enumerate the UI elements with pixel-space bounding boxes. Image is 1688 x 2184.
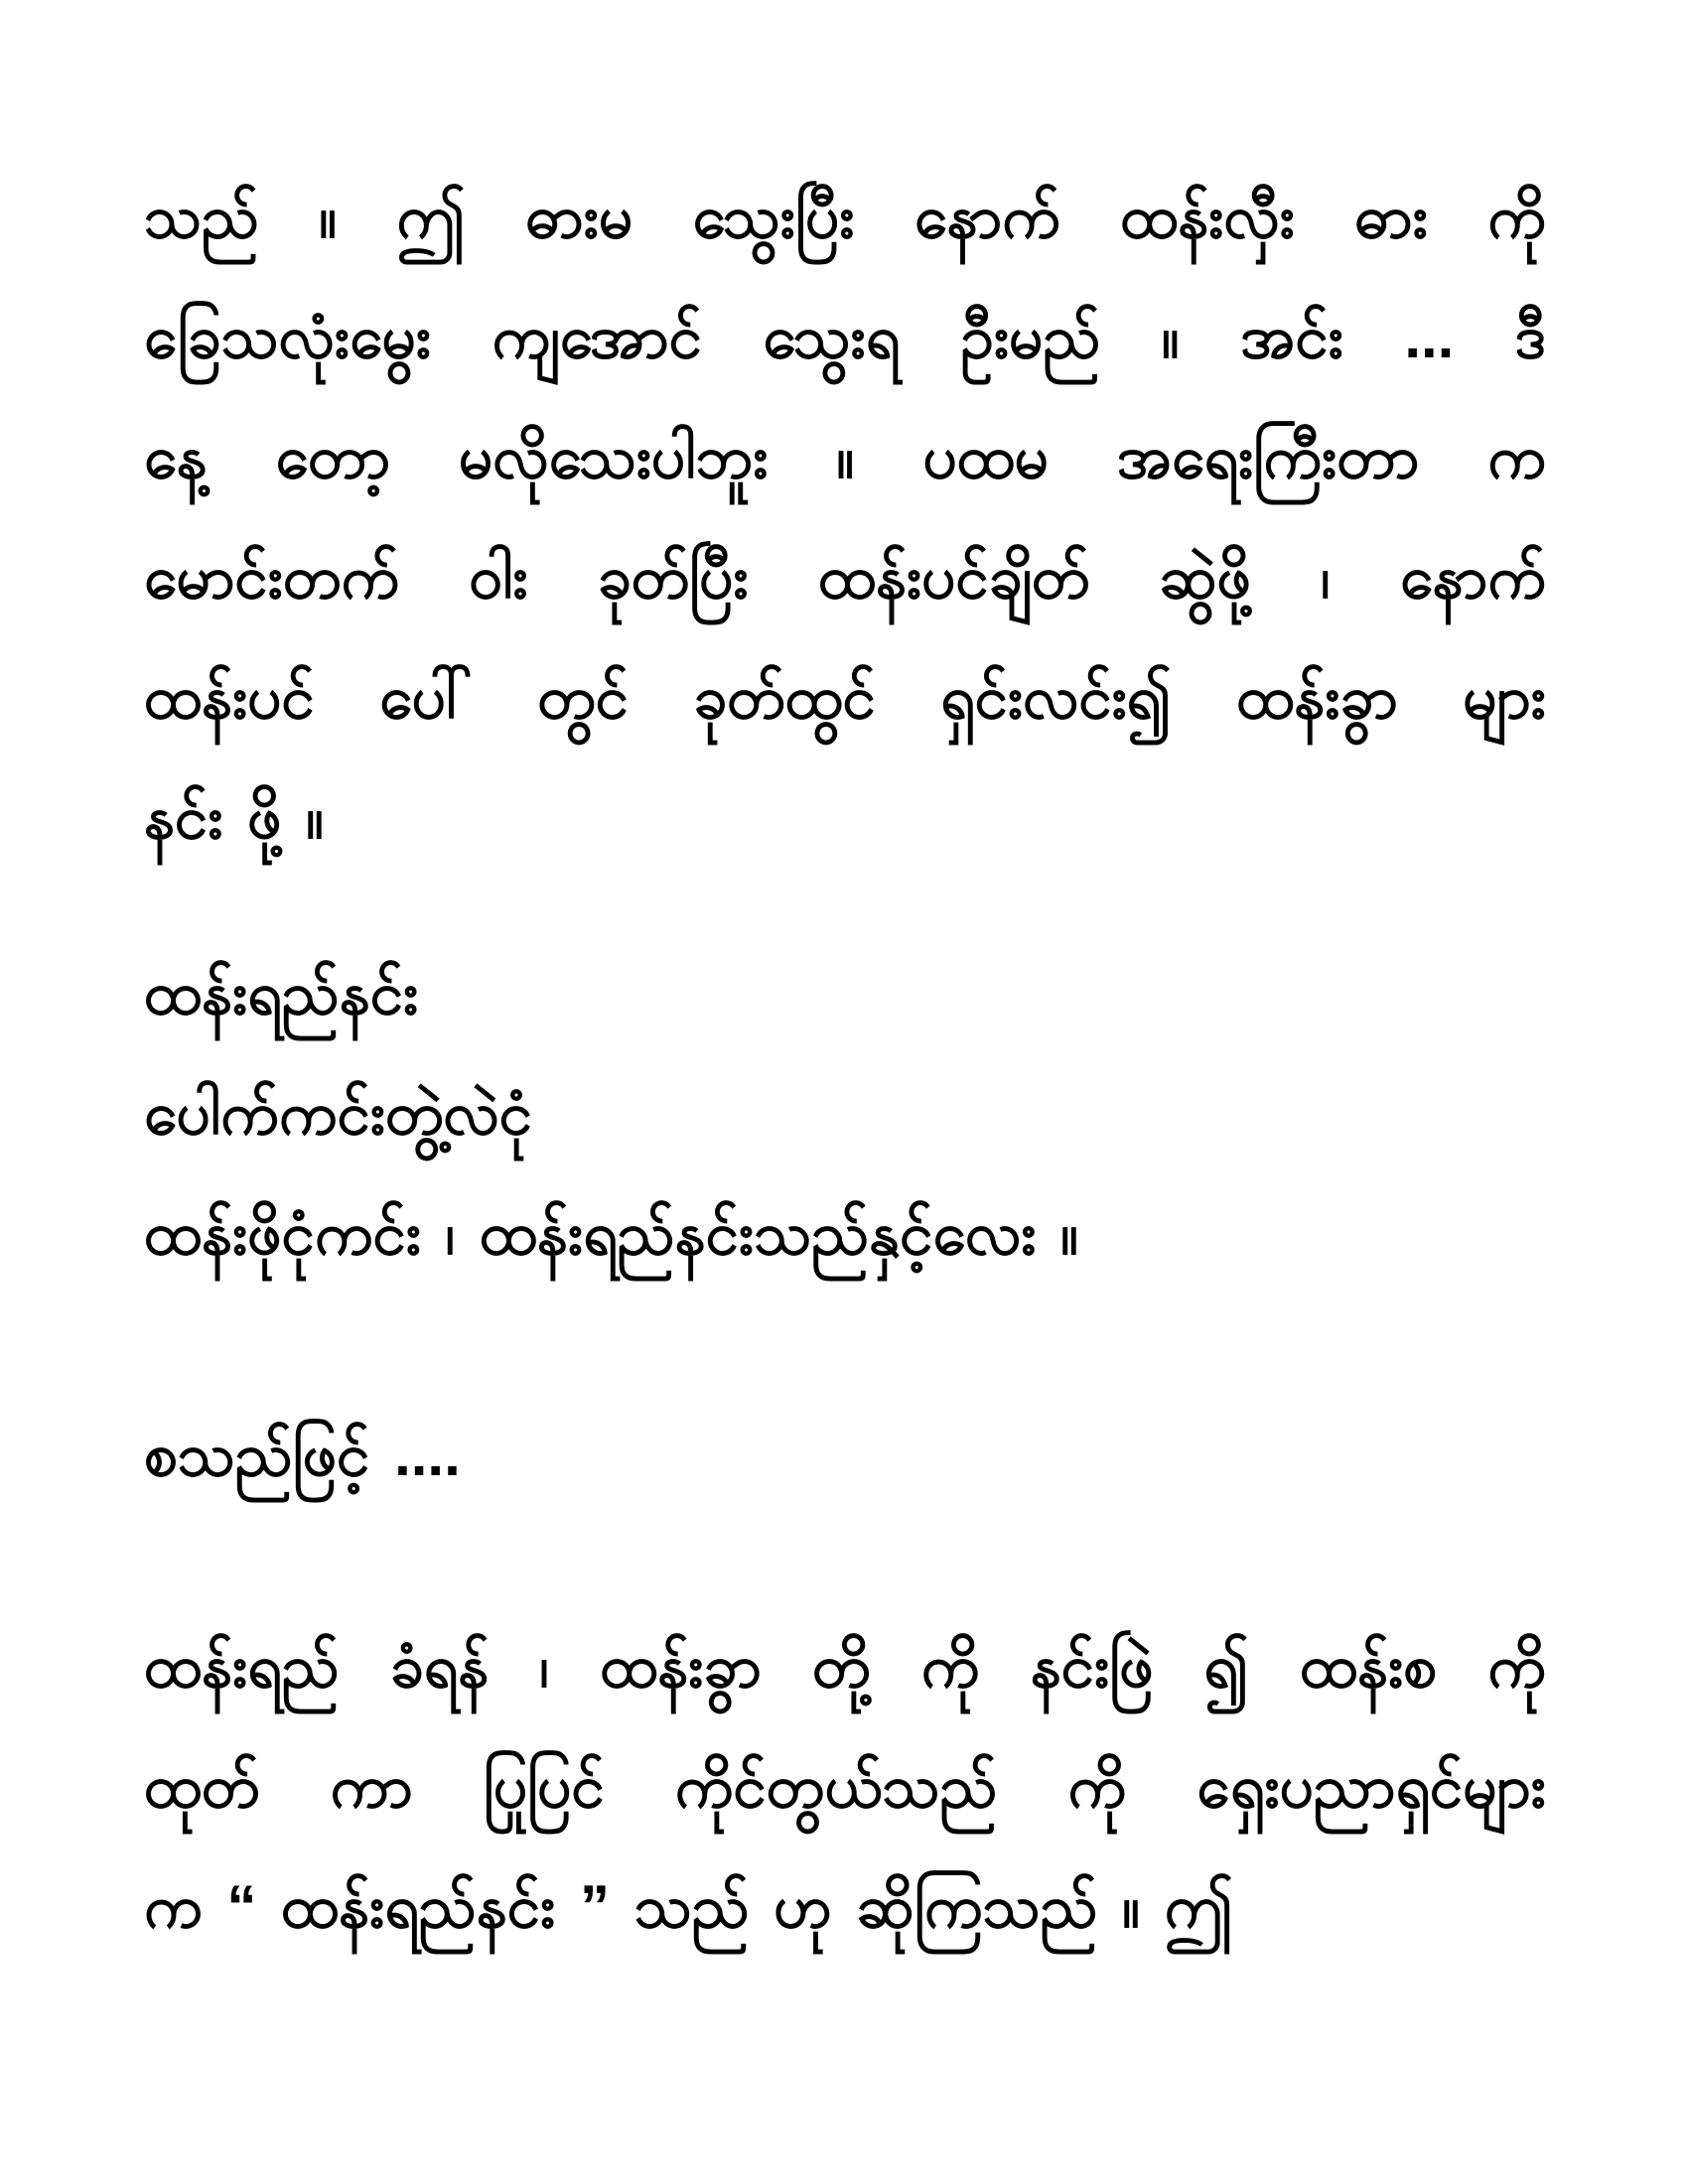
verse-line: ပေါက်ကင်းတွဲ့လဲငုံ bbox=[144, 1080, 533, 1147]
page-content bbox=[144, 157, 1546, 1967]
verse-block bbox=[144, 933, 1546, 1294]
paragraph-line: ထုတ် ကာ ပြုပြင် ကိုင်တွယ်သည် ကို ရှေးပညာရှင်များ bbox=[144, 1753, 1546, 1820]
paragraph-1 bbox=[144, 157, 1546, 878]
paragraph-line: က “ ထန်းရည်နင်း ” သည် ဟု ဆိုကြသည် ။ ဤ bbox=[144, 1873, 1234, 1940]
paragraph-line: ထန်းရည် ခံရန် ၊ ထန်းခွာ တို့ ကို နင်းဖြဲ ၍ ထန်းစ ကို bbox=[144, 1633, 1546, 1700]
paragraph-line: သည် ။ ဤ ဓားမ သွေးပြီး နောက် ထန်းလှီး ဓား ကို bbox=[144, 184, 1546, 250]
verse-line: ထန်းဖိုငုံကင်း ၊ ထန်းရည်နင်းသည်နှင့်လေး ။ bbox=[144, 1200, 1079, 1267]
paragraph-line: နင်း ဖို့ ။ bbox=[144, 784, 325, 851]
verse-line: ထန်းရည်နင်း bbox=[144, 960, 419, 1026]
paragraph-2 bbox=[144, 1606, 1546, 1967]
paragraph-line: ထန်းပင် ပေါ် တွင် ခုတ်ထွင် ရှင်းလင်း၍ ထန်းခွာ များ bbox=[144, 664, 1546, 731]
etcetera-block bbox=[144, 1395, 1546, 1515]
paragraph-line: ခြေသလုံးမွေး ကျအောင် သွေးရ ဦးမည် ။ အင်း ... ဒီ bbox=[144, 304, 1546, 370]
paragraph-line: နေ့ တော့ မလိုသေးပါဘူး ။ ပထမ အရေးကြီးတာ က bbox=[144, 424, 1546, 490]
etcetera-line: စသည်ဖြင့် .... bbox=[144, 1422, 461, 1488]
paragraph-line: မောင်းတက် ဝါး ခုတ်ပြီး ထန်းပင်ချိတ် ဆွဲဖို့ ၊ နောက် bbox=[144, 544, 1546, 611]
